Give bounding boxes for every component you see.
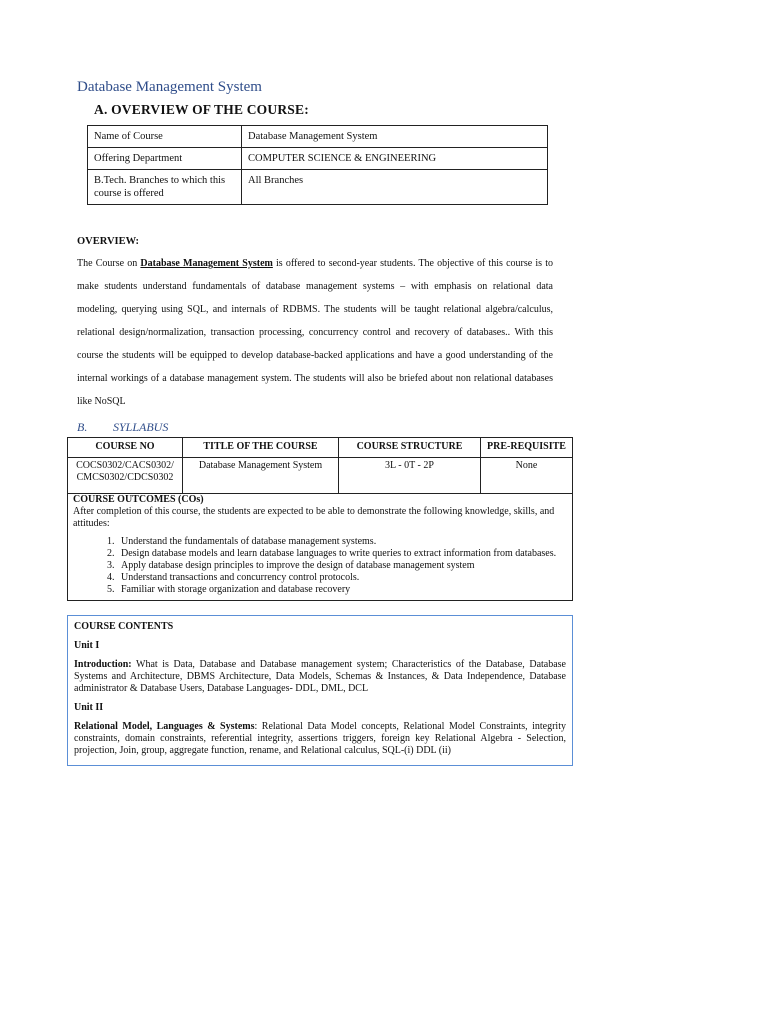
unit-topic: Relational Model, Languages & Systems [74,721,255,732]
table-cell-value: COMPUTER SCIENCE & ENGINEERING [242,148,548,170]
course-contents-heading: COURSE CONTENTS [74,621,174,632]
table-row [88,148,548,170]
unit-text: : Relational Data Model concepts, Relational Model Constraints, integrity constraints, domain constraints, referential integrity, assertions triggers, foreign key Relational Algebra - Selection, projection, Join, group, aggregate function, rename, and Relational calculus, SQL-(i) DDL (ii) [74,721,566,756]
table-cell-value: Database Management System [242,126,548,148]
overview-table [87,125,548,205]
outcomes-list [73,536,567,596]
header-course-no: COURSE NO [68,438,183,457]
course-outcomes-heading: COURSE OUTCOMES (COs) [73,493,204,505]
unit-heading: Unit I [74,640,100,651]
unit-text: What is Data, Database and Database management system; Characteristics of the Database, Database Systems and Architecture, DBMS Architecture, Data Models, Schemas & Instances, & Data Independence, Database administrator & Database Users, Database Languages- DDL, DML, DCL [74,659,566,694]
list-item: 2. Design database models and learn database languages to write queries to extract information from databases. [117,548,567,560]
overview-text-rest: is offered to second-year students. The objective of this course is to make students understand fundamentals of database management systems – with emphasis on relational data modeling, querying using SQL, and internals of RDBMS. The students will be taught relational algebra/calculus, relational design/normalization, transaction processing, concurrency control and recovery of databases.. With this course the students will be equipped to develop database-backed applications and have a good understanding of the internal workings of a database management system. The students will also be briefed about non relational databases like NoSQL [77,258,554,407]
syllabus-table [68,438,572,494]
syllabus-box [67,437,573,601]
list-item: 3. Apply database design principles to improve the design of database management system [117,560,567,572]
overview-text-start: The Course on [77,258,141,269]
header-title: TITLE OF THE COURSE [183,438,339,457]
header-prerequisite: PRE-REQUISITE [481,438,573,457]
unit-description [74,659,566,695]
cell-prerequisite: None [481,457,573,493]
unit-description [74,721,566,757]
section-a-heading: A. OVERVIEW OF THE COURSE: [94,102,309,117]
list-item: 5. Familiar with storage organization and database recovery [117,584,567,596]
section-b-title: SYLLABUS [113,420,169,434]
course-outcomes [68,494,572,600]
course-name-emphasis: Database Management System [140,258,273,269]
course-contents-box [67,615,573,766]
unit-topic: Introduction: [74,659,132,670]
overview-heading: OVERVIEW: [77,236,140,247]
table-cell-label: Name of Course [88,126,242,148]
cell-structure: 3L - 0T - 2P [339,457,481,493]
table-row [88,126,548,148]
list-item: 1. Understand the fundamentals of database management systems. [117,536,567,548]
table-row [88,170,548,205]
section-b-label: B. [77,420,88,434]
table-cell-value: All Branches [242,170,548,205]
table-row [68,457,572,493]
unit-heading: Unit II [74,702,104,713]
section-b-heading [77,420,168,435]
table-cell-label: B.Tech. Branches to which this course is offered [88,170,242,205]
document-title: Database Management System [77,79,262,95]
list-item: 4. Understand transactions and concurrency control protocols. [117,572,567,584]
overview-paragraph [77,252,553,413]
header-structure: COURSE STRUCTURE [339,438,481,457]
table-header-row [68,438,572,457]
course-outcomes-intro: After completion of this course, the students are expected to be able to demonstrate the following knowledge, skills, and attitudes: [73,505,555,529]
cell-course-no: COCS0302/CACS0302/CMCS0302/CDCS0302 [68,457,183,493]
table-cell-label: Offering Department [88,148,242,170]
cell-title: Database Management System [183,457,339,493]
